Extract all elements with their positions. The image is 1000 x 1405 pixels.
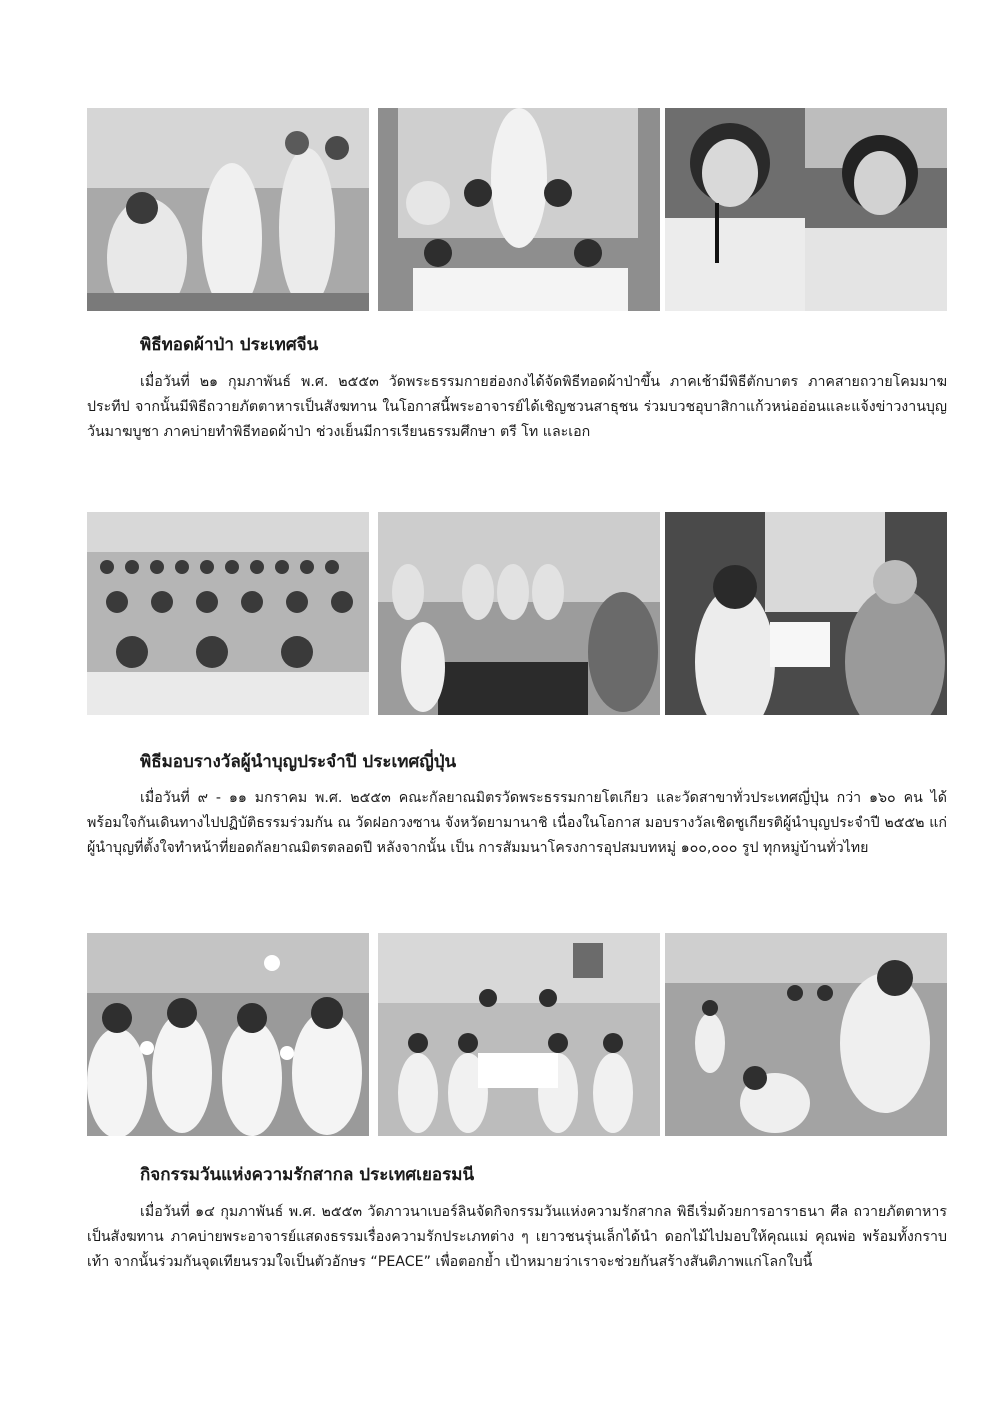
photo-children-bowing [665, 933, 947, 1136]
section-title-china: พิธีทอดผ้าป่า ประเทศจีน [140, 335, 319, 355]
photo-row-germany [87, 933, 947, 1136]
section-body-germany: เมื่อวันที่ ๑๔ กุมภาพันธ์ พ.ศ. ๒๕๕๓ วัดภาวนาเบอร์ลินจัดกิจกรรมวันแห่งความรักสากล พิธีเริ่มด้วยการอาราธนา ศีล ถวายภัตตาหารเป็นสังฆทาน ภาคบ่ายพระอาจารย์แสดงธรรมเรื่องความรักประเภทต่าง ๆ เยาวชนรุ่นเล็กได้นำ ดอกไม้ไปมอบให้คุณแม่ คุณพ่อ พร้อมทั้งกราบเท้า จากนั้นร่วมกันจุดเทียนรวมใจเป็นตัวอักษร “PEACE” เพื่อตอกย้ำ เป้าหมายว่าเราจะช่วยกันสร้างสันติภาพแก่โลกใบนี้ [87, 1204, 947, 1270]
section-title-germany: กิจกรรมวันแห่งความรักสากล ประเทศเยอรมนี [140, 1165, 475, 1185]
photo-certificate-presentation [665, 512, 947, 715]
section-body-china: เมื่อวันที่ ๒๑ กุมภาพันธ์ พ.ศ. ๒๕๕๓ วัดพระธรรมกายฮ่องกงได้จัดพิธีทอดผ้าป่าขึ้น ภาคเช้ามีพิธีตักบาตร ภาคสายถวายโคมมาฆประทีป จากนั้นมีพิธีถวายภัตตาหารเป็นสังฆทาน ในโอกาสนี้พระอาจารย์ได้เชิญชวนสาธุชน ร่วมบวชอุบาสิกาแก้วหน่ออ่อนและแจ้งข่าวงานบุญวันมาฆบูชา ภาคบ่ายทำพิธีทอดผ้าป่า ช่วงเย็นมีการเรียนธรรมศึกษา ตรี โท และเอก [87, 374, 947, 440]
photo-row-china [87, 108, 947, 311]
photo-award-handover [378, 512, 660, 715]
photo-row-japan [87, 512, 947, 715]
section-title-japan: พิธีมอบรางวัลผู้นำบุญประจำปี ประเทศญี่ปุ่น [140, 752, 457, 772]
photo-heart-cards-group [87, 933, 369, 1136]
photo-group-in-hall [378, 933, 660, 1136]
photo-almsgiving-ceremony [87, 108, 369, 311]
photo-seated-audience [87, 512, 369, 715]
section-body-japan: เมื่อวันที่ ๙ - ๑๑ มกราคม พ.ศ. ๒๕๕๓ คณะกัลยาณมิตรวัดพระธรรมกายโตเกียว และวัดสาขาทั่วประเทศญี่ปุ่น กว่า ๑๖๐ คน ได้พร้อมใจกันเดินทางไปปฏิบัติธรรมร่วมกัน ณ วัดฝอกวงซาน จังหวัดยามานาชิ เนื่องในโอกาส มอบรางวัลเชิดชูเกียรติผู้นำบุญประจำปี ๒๕๕๒ แก่ผู้นำบุญที่ตั้งใจทำหน้าที่ยอดกัลยาณมิตรตลอดปี หลังจากนั้น เป็น การสัมมนาโครงการอุปสมบทหมู่ ๑๐๐,๐๐๐ รูป ทุกหมู่บ้านทั่วไทย [87, 790, 947, 856]
photo-buddha-altar-group [378, 108, 660, 311]
photo-speaker-microphone [665, 108, 947, 311]
